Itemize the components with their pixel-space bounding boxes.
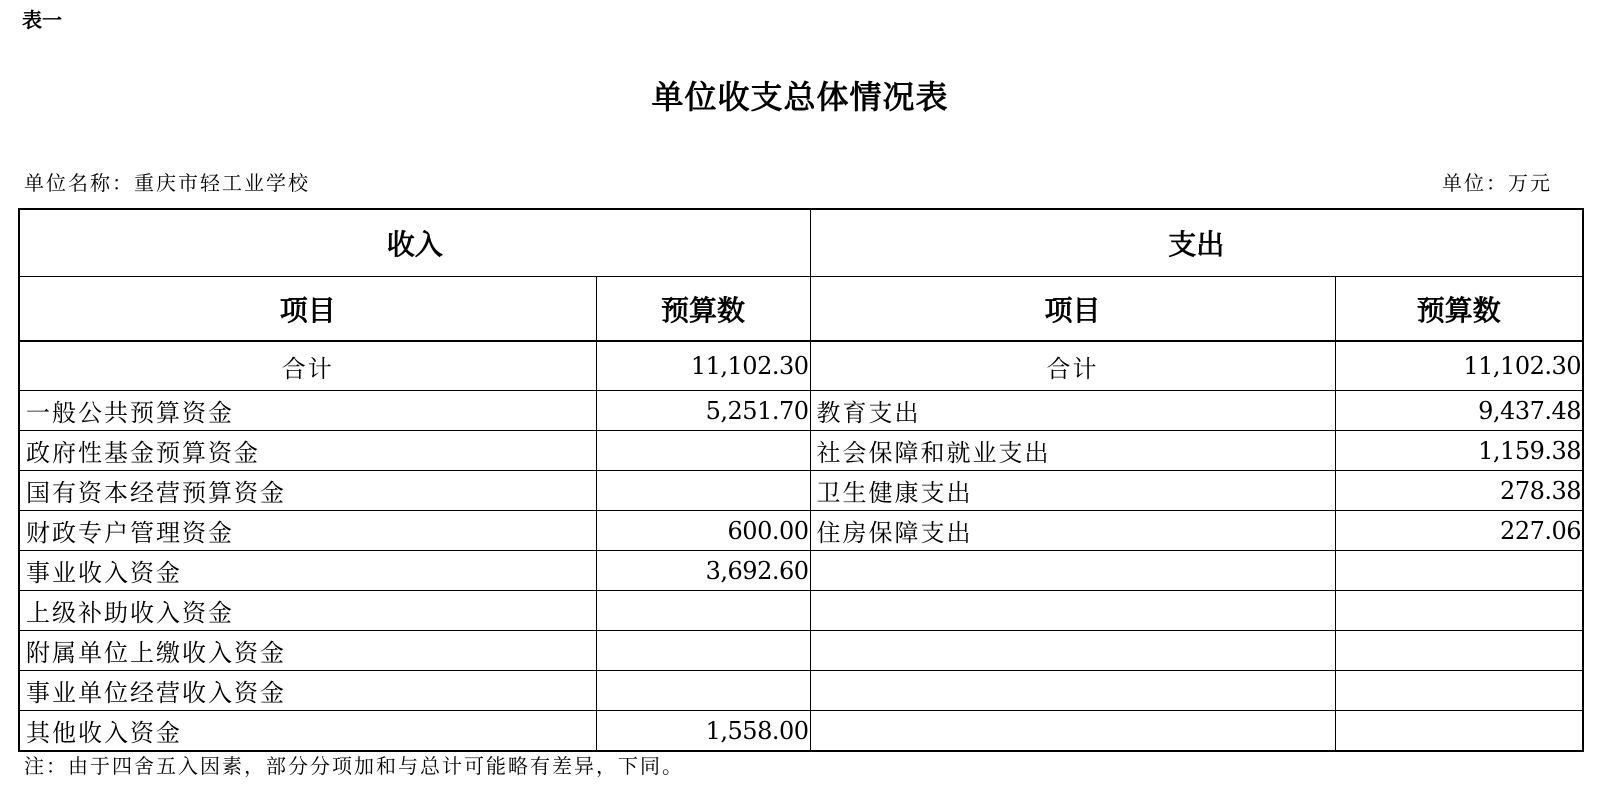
- income-value: [596, 591, 810, 631]
- expense-value: 9,437.48: [1335, 391, 1583, 431]
- table-row: [19, 631, 1583, 671]
- income-value: [596, 671, 810, 711]
- income-value: 5,251.70: [596, 391, 810, 431]
- unit-name: 单位名称：重庆市轻工业学校: [24, 171, 310, 195]
- table-row: [19, 591, 1583, 631]
- expense-item: 社会保障和就业支出: [810, 431, 1335, 471]
- expense-item: [810, 631, 1335, 671]
- section-header-row: [19, 209, 1583, 277]
- income-item: 附属单位上缴收入资金: [19, 631, 596, 671]
- page-title: 单位收支总体情况表: [651, 78, 949, 116]
- income-value: 600.00: [596, 511, 810, 551]
- income-header: 收入: [19, 209, 810, 277]
- expense-item: [810, 711, 1335, 752]
- income-item: 其他收入资金: [19, 711, 596, 752]
- table-label: 表一: [22, 8, 62, 32]
- table-row: [19, 551, 1583, 591]
- expense-item: [810, 551, 1335, 591]
- column-header-row: [19, 277, 1583, 342]
- expense-total-label: 合计: [810, 341, 1335, 391]
- expense-value: [1335, 671, 1583, 711]
- income-item: 国有资本经营预算资金: [19, 471, 596, 511]
- unit-label: 单位：万元: [1442, 171, 1552, 195]
- table-row: [19, 391, 1583, 431]
- income-total-value: 11,102.30: [596, 341, 810, 391]
- income-item: 政府性基金预算资金: [19, 431, 596, 471]
- expense-item-header: 项目: [810, 277, 1335, 342]
- income-item-header: 项目: [19, 277, 596, 342]
- expense-value: [1335, 591, 1583, 631]
- table-row: [19, 711, 1583, 752]
- income-value: 1,558.00: [596, 711, 810, 752]
- income-budget-header: 预算数: [596, 277, 810, 342]
- income-value: [596, 431, 810, 471]
- expense-value: [1335, 631, 1583, 671]
- income-value: [596, 471, 810, 511]
- income-item: 财政专户管理资金: [19, 511, 596, 551]
- income-value: [596, 631, 810, 671]
- income-item: 事业收入资金: [19, 551, 596, 591]
- table-row: [19, 671, 1583, 711]
- footnote: 注：由于四舍五入因素，部分分项加和与总计可能略有差异，下同。: [24, 754, 684, 778]
- expense-value: 278.38: [1335, 471, 1583, 511]
- income-item: 一般公共预算资金: [19, 391, 596, 431]
- table-row: [19, 431, 1583, 471]
- budget-table: [18, 208, 1584, 752]
- total-row: [19, 341, 1583, 391]
- expense-value: [1335, 551, 1583, 591]
- expense-value: [1335, 711, 1583, 752]
- table-row: [19, 511, 1583, 551]
- income-item: 事业单位经营收入资金: [19, 671, 596, 711]
- expense-item: 卫生健康支出: [810, 471, 1335, 511]
- income-value: 3,692.60: [596, 551, 810, 591]
- income-total-label: 合计: [19, 341, 596, 391]
- expense-item: [810, 671, 1335, 711]
- expense-item: [810, 591, 1335, 631]
- expense-header: 支出: [810, 209, 1583, 277]
- income-item: 上级补助收入资金: [19, 591, 596, 631]
- expense-value: 1,159.38: [1335, 431, 1583, 471]
- expense-item: 住房保障支出: [810, 511, 1335, 551]
- expense-value: 227.06: [1335, 511, 1583, 551]
- expense-item: 教育支出: [810, 391, 1335, 431]
- expense-budget-header: 预算数: [1335, 277, 1583, 342]
- expense-total-value: 11,102.30: [1335, 341, 1583, 391]
- table-row: [19, 471, 1583, 511]
